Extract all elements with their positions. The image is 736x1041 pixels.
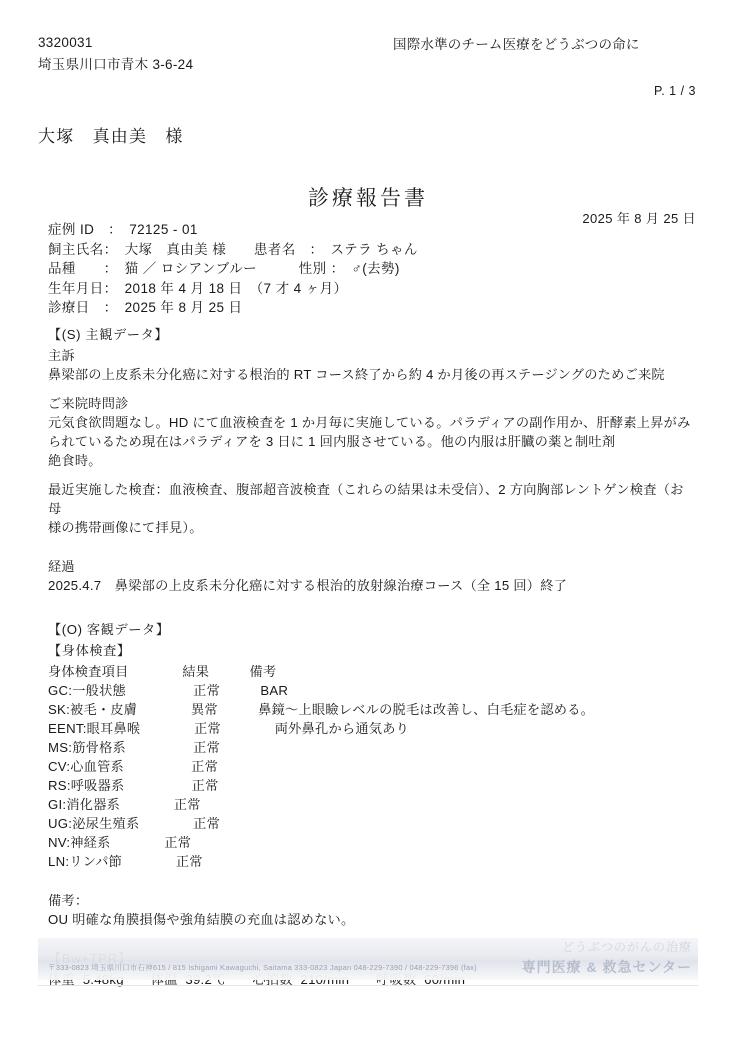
clinic-tagline: 国際水準のチーム医療をどうぶつの命に [393, 37, 640, 52]
report-body [48, 325, 696, 989]
history-line-1: 元気食欲問題なし。HD にて血液検査を 1 か月毎に実施している。パラディアの副作用か、肝酵素上昇がみ [48, 415, 691, 430]
clinic-address: 埼玉県川口市青木 3-6-24 [38, 57, 194, 72]
table-row: EENT:眼耳鼻喉 正常 両外鼻孔から通気あり [48, 721, 410, 736]
course-label: 経過 [48, 559, 75, 574]
clinic-address-block [38, 32, 193, 76]
remarks-label: 備考： [48, 893, 89, 908]
table-row: RS:呼吸器系 正常 [48, 778, 219, 793]
remarks-text: OU 明確な角膜損傷や強角結膜の充血は認めない。 [48, 912, 355, 927]
table-row: GC:一般状態 正常 BAR [48, 683, 289, 698]
meta-breed-sex: 品種 ： 猫 ／ ロシアンブルー 性別 ： ♂(去勢) [48, 261, 400, 276]
footer-address: 〒333-0823 埼玉県川口市石神615 / 815 Ishigami Kawaguchi, Saitama 333-0823 Japan 048-229-7390 / 048-229-7396 (fax) [48, 963, 477, 972]
table-row: GI:消化器系 正常 [48, 797, 201, 812]
table-row: MS:筋骨格系 正常 [48, 740, 221, 755]
addressee-name: 大塚 真由美 様 [38, 127, 184, 146]
watermark-line-2: 専門医療 & 救急センター [521, 959, 692, 975]
section-objective-heading: 【(O) 客観データ】 [48, 622, 170, 637]
page-title: 診療報告書 [308, 187, 428, 210]
footer-divider [38, 985, 698, 986]
watermark-line-1: どうぶつのがんの治療 [561, 940, 692, 954]
history-label: ご来院時問診 [48, 396, 129, 411]
patient-meta-block [48, 220, 418, 318]
table-row: CV:心血管系 正常 [48, 759, 219, 774]
meta-owner-patient: 飼主氏名： 大塚 真由美 様 患者名 ： ステラ ちゃん [48, 241, 418, 257]
table-row: UG:泌尿生殖系 正常 [48, 816, 221, 831]
history-line-3: 絶食時。 [48, 453, 102, 468]
course-line-1: 2025.4.7 鼻梁部の上皮系未分化癌に対する根治的放射線治療コース（全 15 回）終了 [48, 578, 568, 593]
table-row: LN:リンパ節 正常 [48, 854, 203, 869]
physical-exam-table-header: 身体検査項目 結果 備考 [48, 664, 277, 679]
page-indicator: P. 1 / 3 [654, 84, 696, 98]
postal-code: 3320031 [38, 35, 93, 50]
meta-birthday: 生年月日： 2018 年 4 月 18 日 （7 才 4 ヶ月） [48, 280, 348, 296]
section-subjective-heading: 【(S) 主観データ】 [48, 327, 169, 342]
document-date: 2025 年 8 月 25 日 [582, 211, 696, 226]
table-row: SK:被毛・皮膚 異常 鼻鏡～上眼瞼レベルの脱毛は改善し、白毛症を認める。 [48, 702, 595, 717]
recent-tests-line-2: 様の携帯画像にて拝見）。 [48, 520, 203, 535]
watermark-logo [522, 938, 692, 977]
history-line-2: られているため現在はパラディアを 3 日に 1 回内服させている。他の内服は肝臓の薬と制吐剤 [48, 434, 616, 449]
chief-complaint-label: 主訴 [48, 348, 75, 363]
meta-case-id: 症例 ID ： 72125 - 01 [48, 222, 198, 237]
recent-tests-line-1: 最近実施した検査：血液検査、腹部超音波検査（これらの結果は未受信）、2 方向胸部レントゲン検査（お母 [48, 482, 684, 516]
chief-complaint-text: 鼻梁部の上皮系未分化癌に対する根治的 RT コース終了から約 4 か月後の再ステージングのためご来院 [48, 367, 665, 382]
physical-exam-heading: 【身体検査】 [48, 643, 131, 658]
meta-exam-date: 診療日 ： 2025 年 8 月 25 日 [48, 300, 243, 315]
table-row: NV:神経系 正常 [48, 835, 192, 850]
